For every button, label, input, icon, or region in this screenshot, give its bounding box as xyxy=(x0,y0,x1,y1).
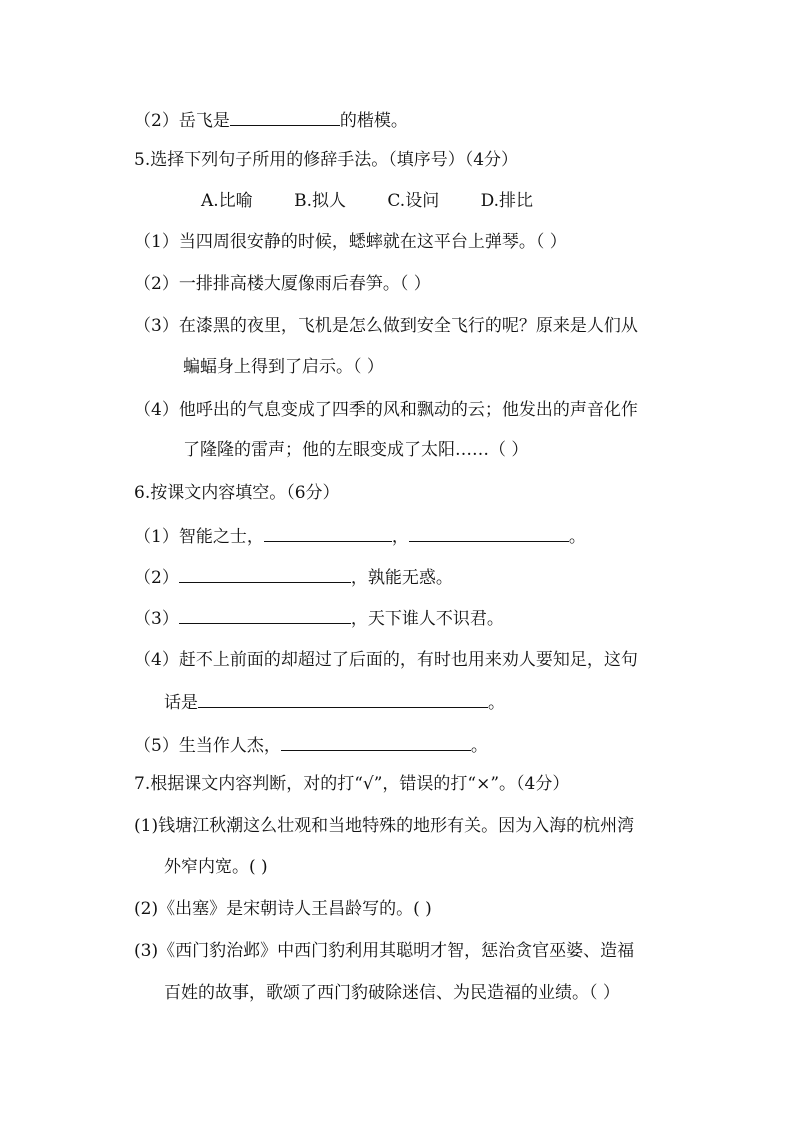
q6-item4-line2-suffix: 。 xyxy=(488,693,505,713)
q5-item4-line2: 了隆隆的雷声；他的左眼变成了太阳……（ ） xyxy=(183,440,529,460)
q6-item3-suffix: ，天下谁人不识君。 xyxy=(350,609,504,629)
q5-item2: （2）一排排高楼大厦像雨后春笋。（ ） xyxy=(134,274,431,294)
q5-item3-line1: （3）在漆黑的夜里，飞机是怎么做到安全飞行的呢？原来是人们从 xyxy=(134,316,638,336)
q5-item4-line1: （4）他呼出的气息变成了四季的风和飘动的云；他发出的声音化作 xyxy=(134,400,638,420)
q4-item2-blank[interactable] xyxy=(230,107,340,126)
q6-item2-suffix: ，孰能无惑。 xyxy=(350,568,453,588)
q7-item1-line1: (1)钱塘江秋潮这么壮观和当地特殊的地形有关。因为入海的杭州湾 xyxy=(134,816,635,836)
q4-item2-suffix: 的楷模。 xyxy=(339,111,408,131)
q6-item3-prefix: （3） xyxy=(134,609,179,629)
q5-option-c: C.设问 xyxy=(387,191,440,211)
q5-option-a: A.比喻 xyxy=(201,191,253,211)
q6-title: 6.按课文内容填空。（6分） xyxy=(134,483,340,503)
q6-item2-prefix: （2） xyxy=(134,568,179,588)
q4-item2 xyxy=(134,107,408,133)
q6-item5-prefix: （5）生当作人杰， xyxy=(134,736,281,756)
q7-item2: (2)《出塞》是宋朝诗人王昌龄写的。( ) xyxy=(134,899,432,919)
q6-item4-line2-prefix: 话是 xyxy=(164,693,198,713)
q6-item5-suffix: 。 xyxy=(470,736,488,756)
q6-item2-blank[interactable] xyxy=(179,564,351,583)
q5-title: 5.选择下列句子所用的修辞手法。（填序号）（4分） xyxy=(134,150,519,170)
q6-item5 xyxy=(134,732,488,758)
q5-option-b: B.拟人 xyxy=(294,191,346,211)
q5-options xyxy=(201,189,569,213)
q6-item1-blank-1[interactable] xyxy=(264,523,392,542)
q6-item1 xyxy=(134,523,586,549)
q5-option-d: D.排比 xyxy=(480,191,534,211)
q7-item3-line2: 百姓的故事，歌颂了西门豹破除迷信、为民造福的业绩。（ ） xyxy=(164,983,620,1003)
q7-item3-line1: (3)《西门豹治邺》中西门豹利用其聪明才智，惩治贪官巫婆、造福 xyxy=(134,941,635,961)
q6-item1-prefix: （1）智能之士， xyxy=(134,527,264,547)
q4-item2-prefix: （2）岳飞是 xyxy=(134,111,230,131)
q6-item1-suffix: 。 xyxy=(568,527,586,547)
q6-item4-line1: （4）赶不上前面的却超过了后面的，有时也用来劝人要知足，这句 xyxy=(134,650,638,670)
q6-item3-blank[interactable] xyxy=(179,605,351,624)
q6-item1-blank-2[interactable] xyxy=(409,523,569,542)
q5-item3-line2: 蝙蝠身上得到了启示。（ ） xyxy=(183,357,384,377)
q6-item1-sep: ， xyxy=(391,527,409,547)
q6-item2 xyxy=(134,564,453,590)
q6-item4-line2 xyxy=(164,689,505,715)
q6-item3 xyxy=(134,605,504,631)
q7-title: 7.根据课文内容判断，对的打“√”，错误的打“×”。（4分） xyxy=(134,774,570,794)
q5-item1: （1）当四周很安静的时候，蟋蟀就在这平台上弹琴。（ ） xyxy=(134,232,567,252)
q7-item1-line2: 外窄内宽。( ) xyxy=(164,857,268,877)
q6-item5-blank[interactable] xyxy=(281,732,471,751)
q6-item4-blank[interactable] xyxy=(198,689,488,708)
